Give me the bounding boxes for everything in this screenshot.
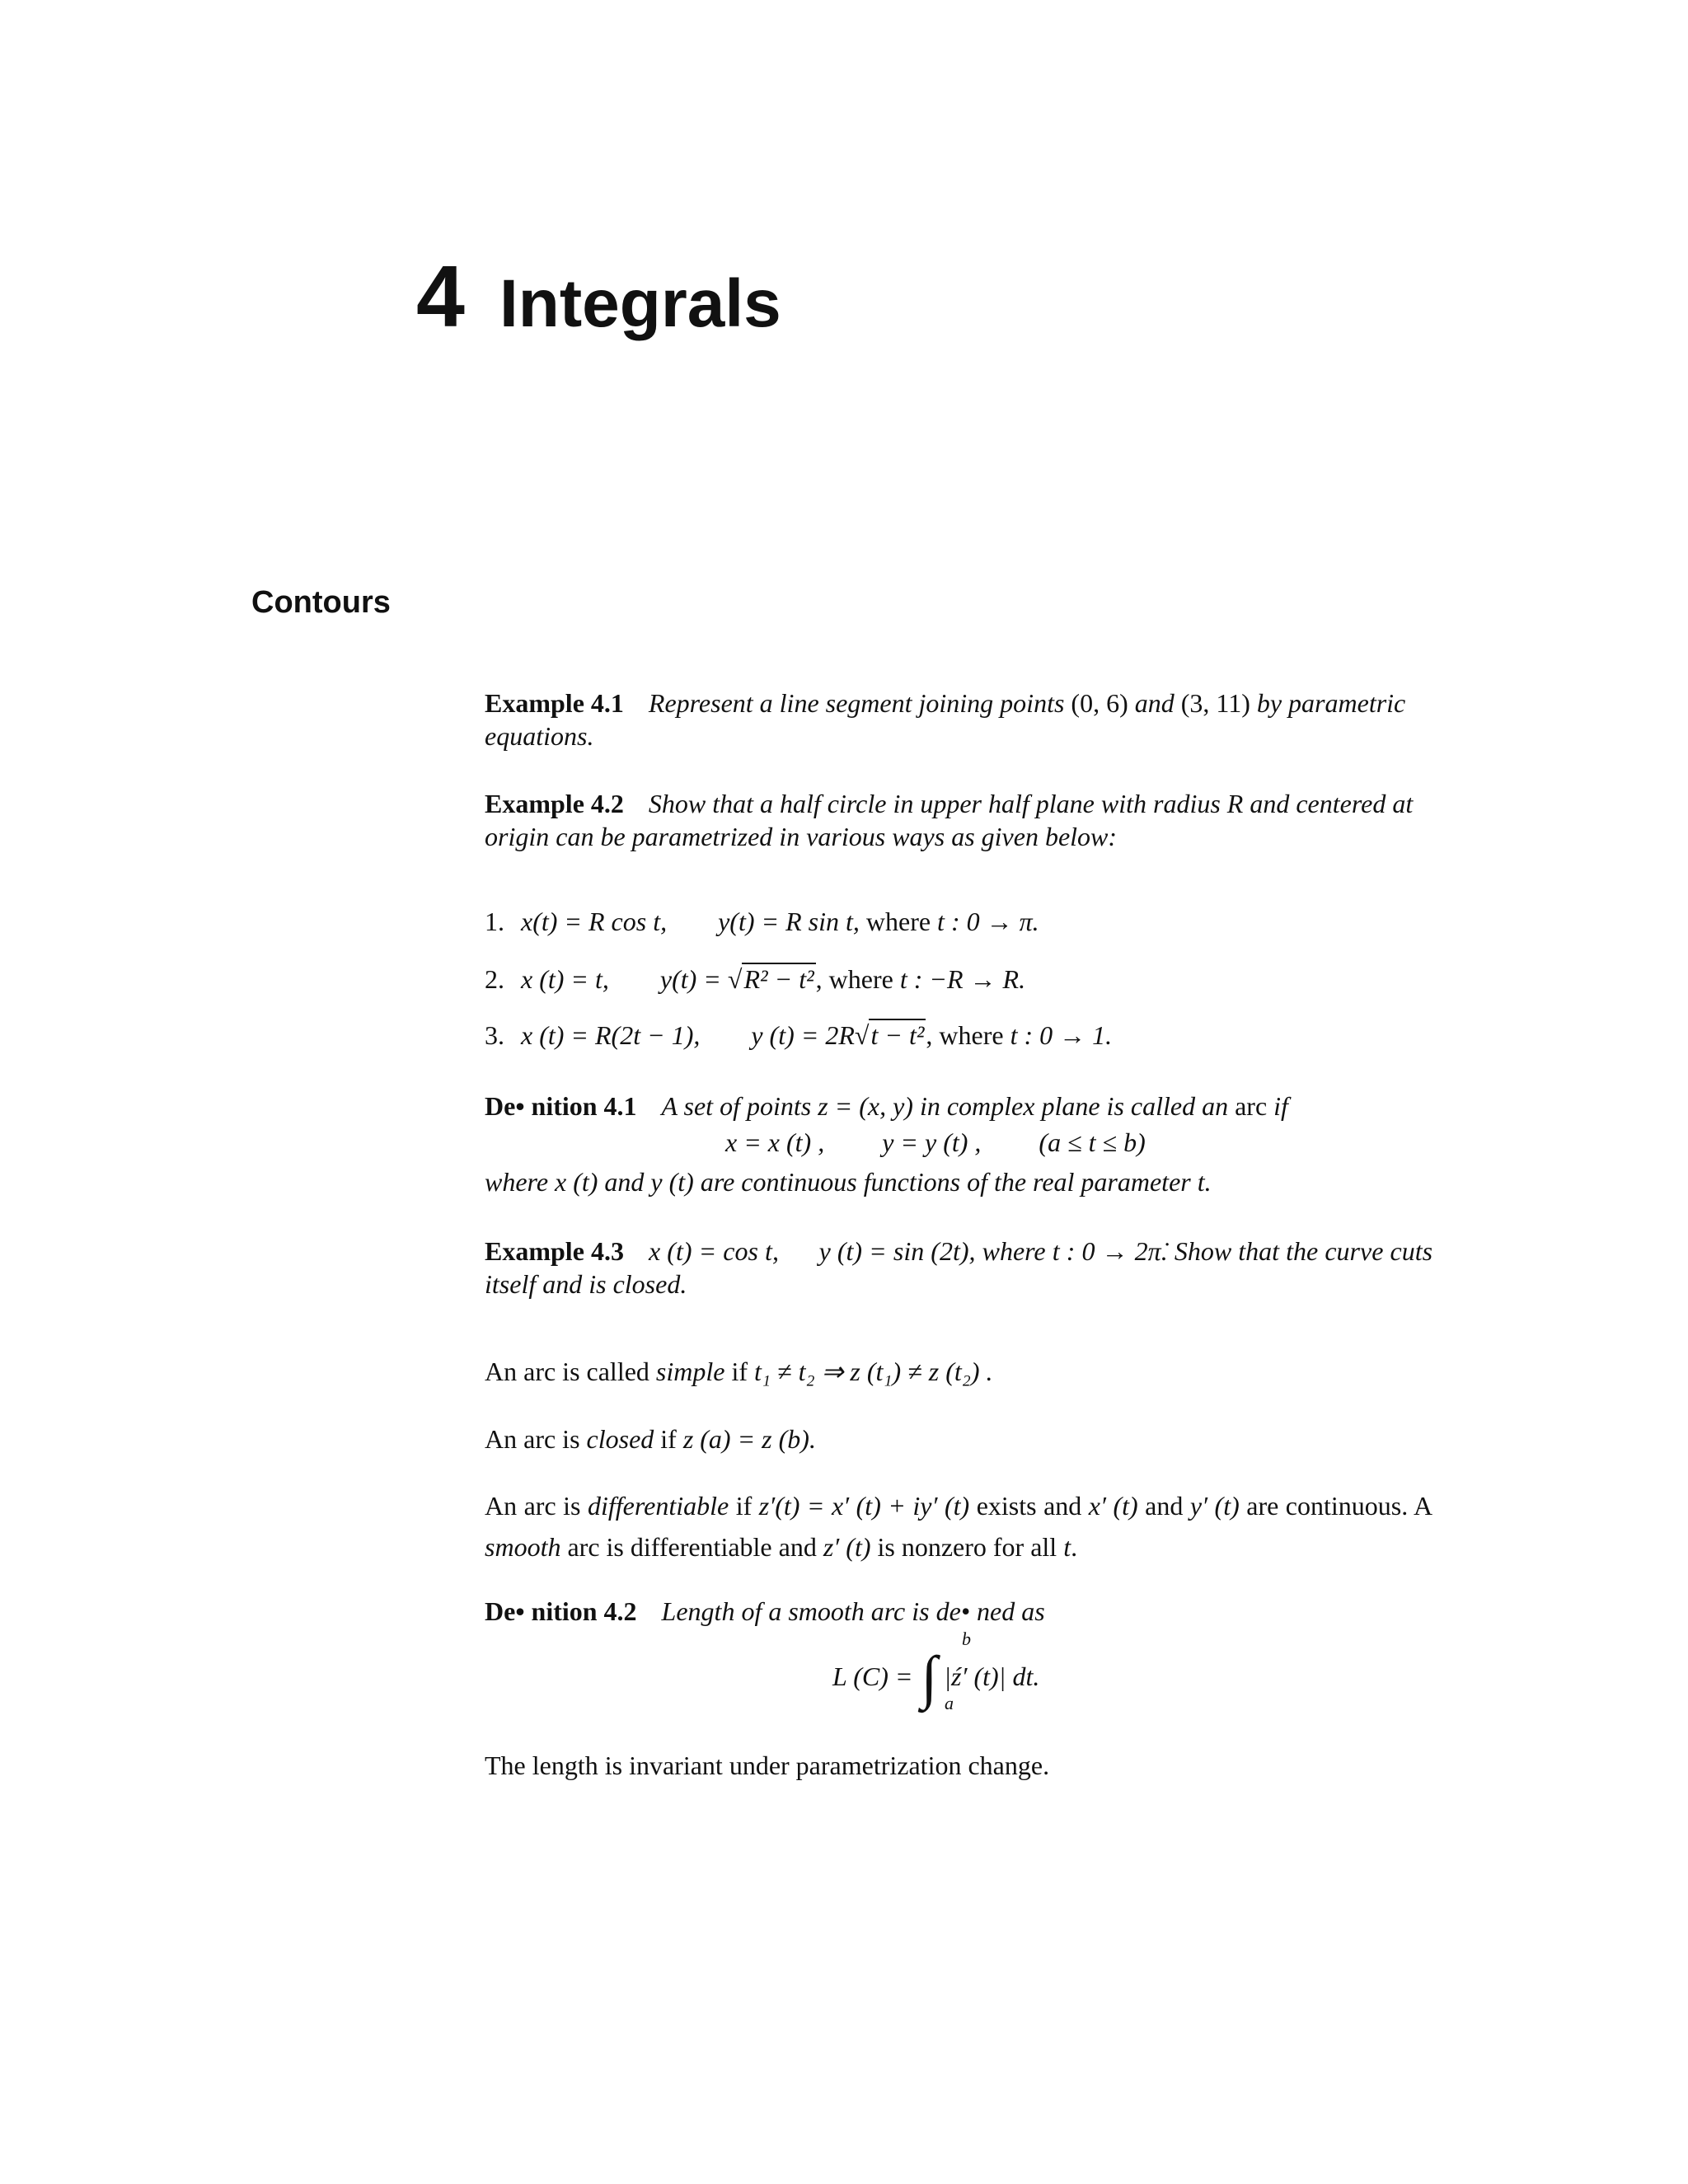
simple-arc-paragraph [485,1355,1432,1388]
definition-4-1-continuation [485,1165,1432,1198]
math-equation: y(t) = [659,964,728,994]
example-text: Show that a half circle in upper half plane with radius [648,789,1227,818]
math-point: (0, 6) [1071,688,1128,718]
math-expression: z′(t) = x′ (t) + iy′ (t) [758,1491,970,1521]
math-expression: y (t) [650,1167,694,1197]
definition-text: A set of points [661,1091,818,1121]
definition-label: De• nition 4.1 [485,1091,637,1121]
emphasized-term: smooth [485,1532,561,1562]
math-expression: y′ (t) [1189,1491,1240,1521]
body-text: An arc is called [485,1357,656,1386]
section-title: Contours [251,585,391,620]
definition-text: are continuous functions of the real parameter [693,1167,1198,1197]
list-text: , where [926,1020,1010,1050]
example-4-3 [485,1235,1432,1301]
body-text: . [1071,1532,1078,1562]
example-label: Example 4.3 [485,1236,624,1266]
math-equation: (a ≤ t ≤ b) [1039,1127,1146,1157]
math-equation: y (t) = sin (2t), [818,1236,976,1266]
definition-text: and [598,1167,651,1197]
emphasized-term: differentiable [587,1491,729,1521]
example-text: and [1128,688,1181,718]
list-number: 3. [485,1020,504,1050]
example-label: Example 4.1 [485,688,624,718]
math-expression: t₁ ≠ t₂ ⇒ z (t₁) ≠ z (t₂) . [754,1357,993,1386]
math-range: t : −R → R. [899,964,1026,994]
closing-sentence: The length is invariant under parametrization change. [485,1750,1050,1780]
definition-text: in complex plane is called an [912,1091,1236,1121]
body-text: arc is differentiable and [560,1532,823,1562]
differentiable-arc-paragraph [485,1485,1432,1568]
math-radicand: t − t² [870,1020,925,1050]
definition-text: if [1267,1091,1288,1121]
integral-lower-limit: a [945,1693,954,1713]
math-equation: x(t) = R cos t, [521,907,668,936]
definition-term: arc [1235,1091,1268,1121]
math-equation: y(t) = R sin t, [718,907,860,936]
definition-label: De• nition 4.2 [485,1596,637,1626]
emphasized-term: closed [586,1424,654,1454]
body-text: is nonzero for all [870,1532,1064,1562]
list-item [485,907,1039,937]
chapter-number: 4 [416,248,465,345]
definition-text: where [485,1167,556,1197]
math-range: t : 0 → 1. [1010,1020,1113,1050]
integral-upper-limit: b [962,1629,971,1649]
body-text: An arc is [485,1424,587,1454]
math-expression: z′ (t) [823,1532,871,1562]
body-text: if [729,1491,759,1521]
definition-text: . [1204,1167,1212,1197]
list-text: , where [815,964,900,994]
arc-length-formula [832,1629,1040,1713]
math-symbol: t [1063,1532,1071,1562]
list-item: 2. x (t) = t, y(t) = √R² − t², where t : −R → R. [485,964,1026,994]
integral-sign: ∫ [921,1644,938,1710]
body-text: if [654,1424,683,1454]
example-text: Show that the curve cuts itself and is closed. [485,1236,1433,1299]
definition-text: Length of a smooth arc is de• ned as [661,1596,1045,1626]
math-symbol: R [1226,789,1244,818]
example-4-1 [485,687,1432,752]
math-equation: y = y (t) , [882,1127,982,1157]
math-integrand: |ź′ (t)| dt. [944,1661,1040,1691]
list-number: 1. [485,907,504,936]
chapter-title: Integrals [499,266,781,341]
math-lhs: L (C) = [832,1661,913,1691]
definition-4-2 [485,1595,1432,1628]
math-equation: x (t) = cos t, [649,1236,779,1266]
example-text: where [975,1236,1053,1266]
list-number: 2. [485,964,504,994]
body-text: are continuous. A [1239,1491,1433,1521]
math-expression: z = (x, y) [818,1091,913,1121]
math-equation: y (t) = 2R [751,1020,855,1050]
math-range: t : 0 → 2π̇. [1052,1236,1168,1266]
example-4-2 [485,787,1432,853]
math-symbol: t [1197,1167,1205,1197]
list-text: where [859,907,938,936]
arc-equations [725,1127,1146,1158]
body-text: An arc is [485,1491,588,1521]
example-text: Represent a line segment joining points [648,688,1071,718]
emphasized-term: simple [655,1357,725,1386]
list-item: 3. x (t) = R(2t − 1), y (t) = 2R√t − t², where t : 0 → 1. [485,1020,1113,1050]
example-text: and centered at origin can be parametrized in various ways as given below: [485,789,1414,851]
body-text: if [724,1357,754,1386]
math-range: t : 0 → π. [937,907,1039,936]
chapter-heading [416,247,781,354]
math-expression: z (a) = z (b). [682,1424,816,1454]
closed-arc-paragraph [485,1422,1432,1455]
math-radicand: R² − t² [743,964,814,994]
example-label: Example 4.2 [485,789,624,818]
math-equation: x = x (t) , [725,1127,825,1157]
body-text: exists and [969,1491,1089,1521]
math-equation: x (t) = R(2t − 1), [521,1020,701,1050]
definition-4-1 [485,1090,1432,1122]
body-text: and [1137,1491,1190,1521]
math-expression: x′ (t) [1088,1491,1138,1521]
math-point: (3, 11) [1180,688,1250,718]
math-equation: x (t) = t, [521,964,609,994]
example-text: by parametric equations. [485,688,1406,751]
math-expression: x (t) [555,1167,598,1197]
